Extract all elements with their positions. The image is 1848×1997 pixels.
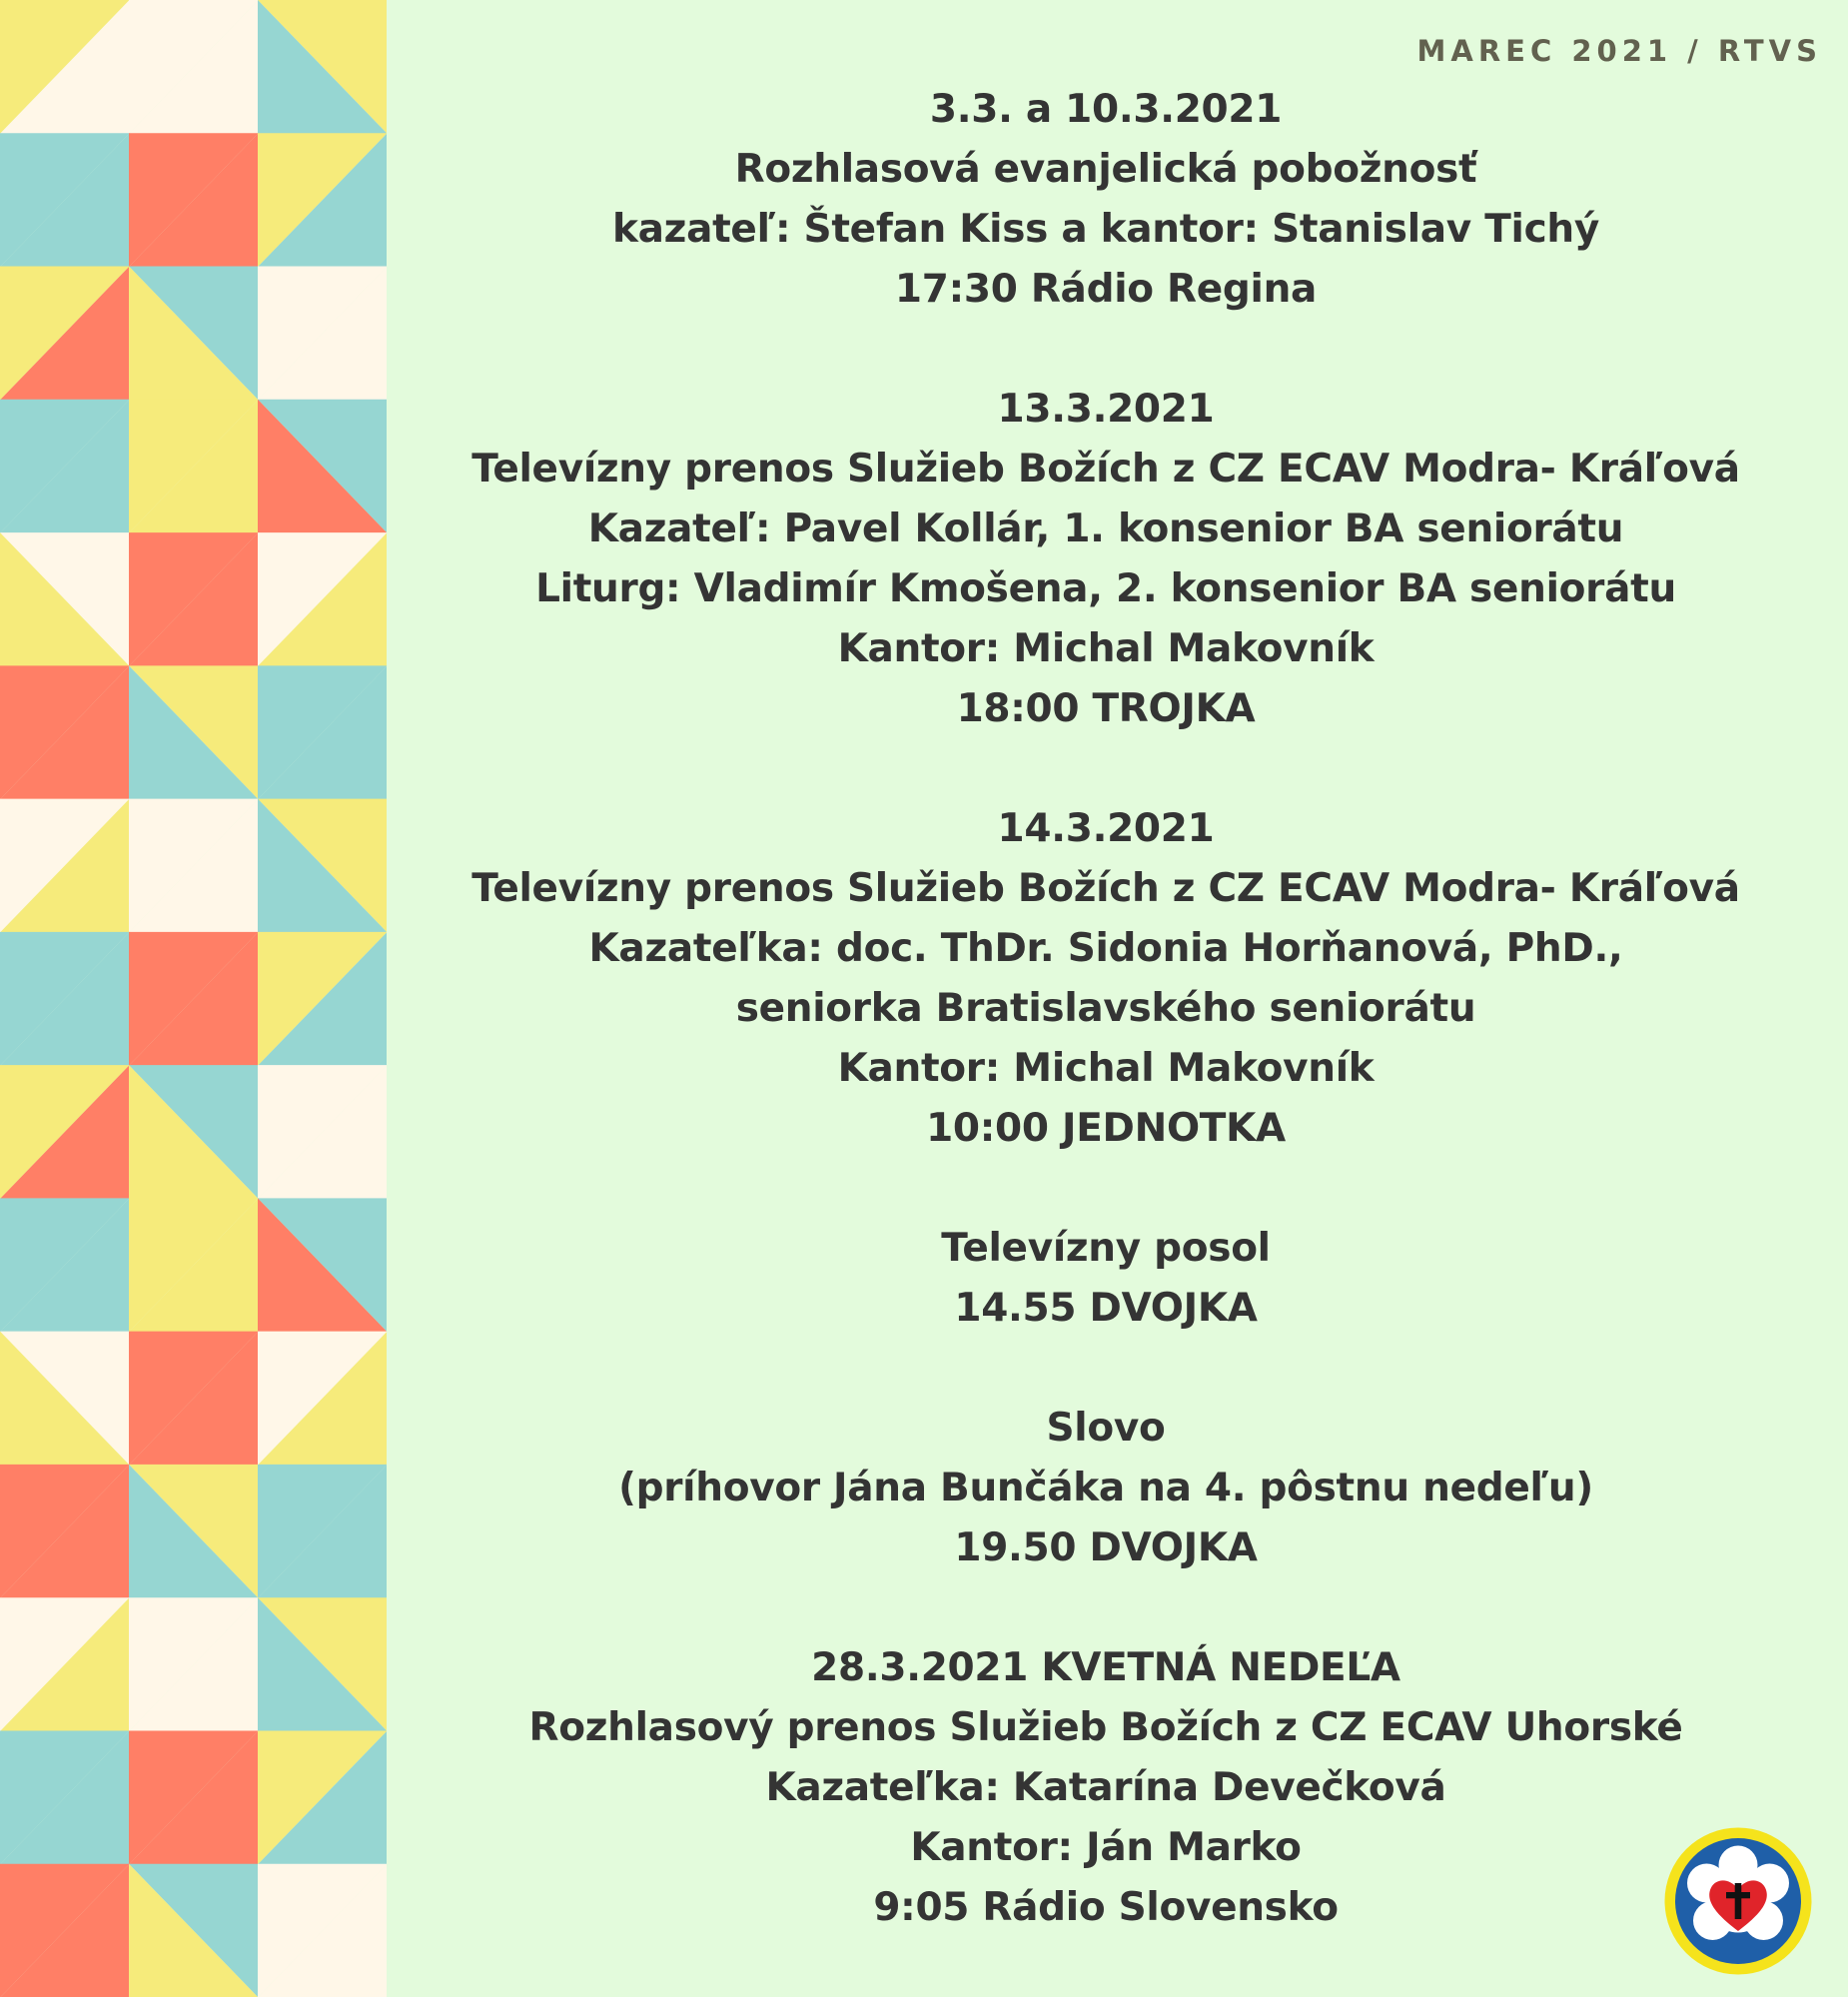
program-line: Kantor: Ján Marko xyxy=(910,1825,1302,1870)
program-line: 13.3.2021 xyxy=(997,387,1215,432)
program-block xyxy=(387,80,1825,320)
program-line: Liturg: Vladimír Kmošena, 2. konsenior BA seniorátu xyxy=(535,566,1676,611)
program-block xyxy=(387,1638,1825,1938)
program-block xyxy=(387,1399,1825,1578)
program-line: Slovo xyxy=(1046,1406,1166,1451)
program-line: 10:00 JEDNOTKA xyxy=(926,1106,1286,1151)
program-line: Kazateľka: Katarína Devečková xyxy=(765,1765,1446,1810)
program-line: Rozhlasová evanjelická pobožnosť xyxy=(734,147,1477,192)
program-line: Kantor: Michal Makovník xyxy=(837,1046,1375,1091)
program-line: Televízny prenos Služieb Božích z CZ ECAV Modra- Kráľová xyxy=(471,866,1740,911)
program-line: 9:05 Rádio Slovensko xyxy=(873,1885,1339,1930)
program-line: Televízny prenos Služieb Božích z CZ ECAV Modra- Kráľová xyxy=(471,447,1740,492)
program-line: kazateľ: Štefan Kiss a kantor: Stanislav Tichý xyxy=(612,207,1599,252)
program-line: Kazateľka: doc. ThDr. Sidonia Horňanová, PhD., xyxy=(588,926,1623,971)
program-line: 28.3.2021 KVETNÁ NEDEĽA xyxy=(811,1645,1400,1690)
geometric-pattern xyxy=(0,0,387,1997)
program-line: 19.50 DVOJKA xyxy=(954,1525,1258,1570)
program-line: 17:30 Rádio Regina xyxy=(894,267,1318,312)
program-line: (príhovor Jána Bunčáka na 4. pôstnu nedeľu) xyxy=(618,1466,1593,1510)
program-line: seniorka Bratislavského seniorátu xyxy=(735,986,1476,1031)
program-line: 14.3.2021 xyxy=(997,806,1215,851)
program-line: Kazateľ: Pavel Kollár, 1. konsenior BA seniorátu xyxy=(587,506,1624,551)
header-label: MAREC 2021 / RTVS xyxy=(1416,34,1822,68)
program-line: 14.55 DVOJKA xyxy=(954,1286,1258,1331)
program-block xyxy=(387,380,1825,739)
program-schedule xyxy=(387,80,1825,1938)
program-line: 3.3. a 10.3.2021 xyxy=(929,87,1283,132)
program-block xyxy=(387,799,1825,1159)
luther-rose-icon xyxy=(1663,1826,1813,1976)
program-line: Televízny posol xyxy=(941,1226,1271,1271)
program-line: Kantor: Michal Makovník xyxy=(837,626,1375,671)
program-line: 18:00 TROJKA xyxy=(956,686,1256,731)
program-line: Rozhlasový prenos Služieb Božích z CZ ECAV Uhorské xyxy=(528,1705,1683,1750)
program-block xyxy=(387,1219,1825,1339)
